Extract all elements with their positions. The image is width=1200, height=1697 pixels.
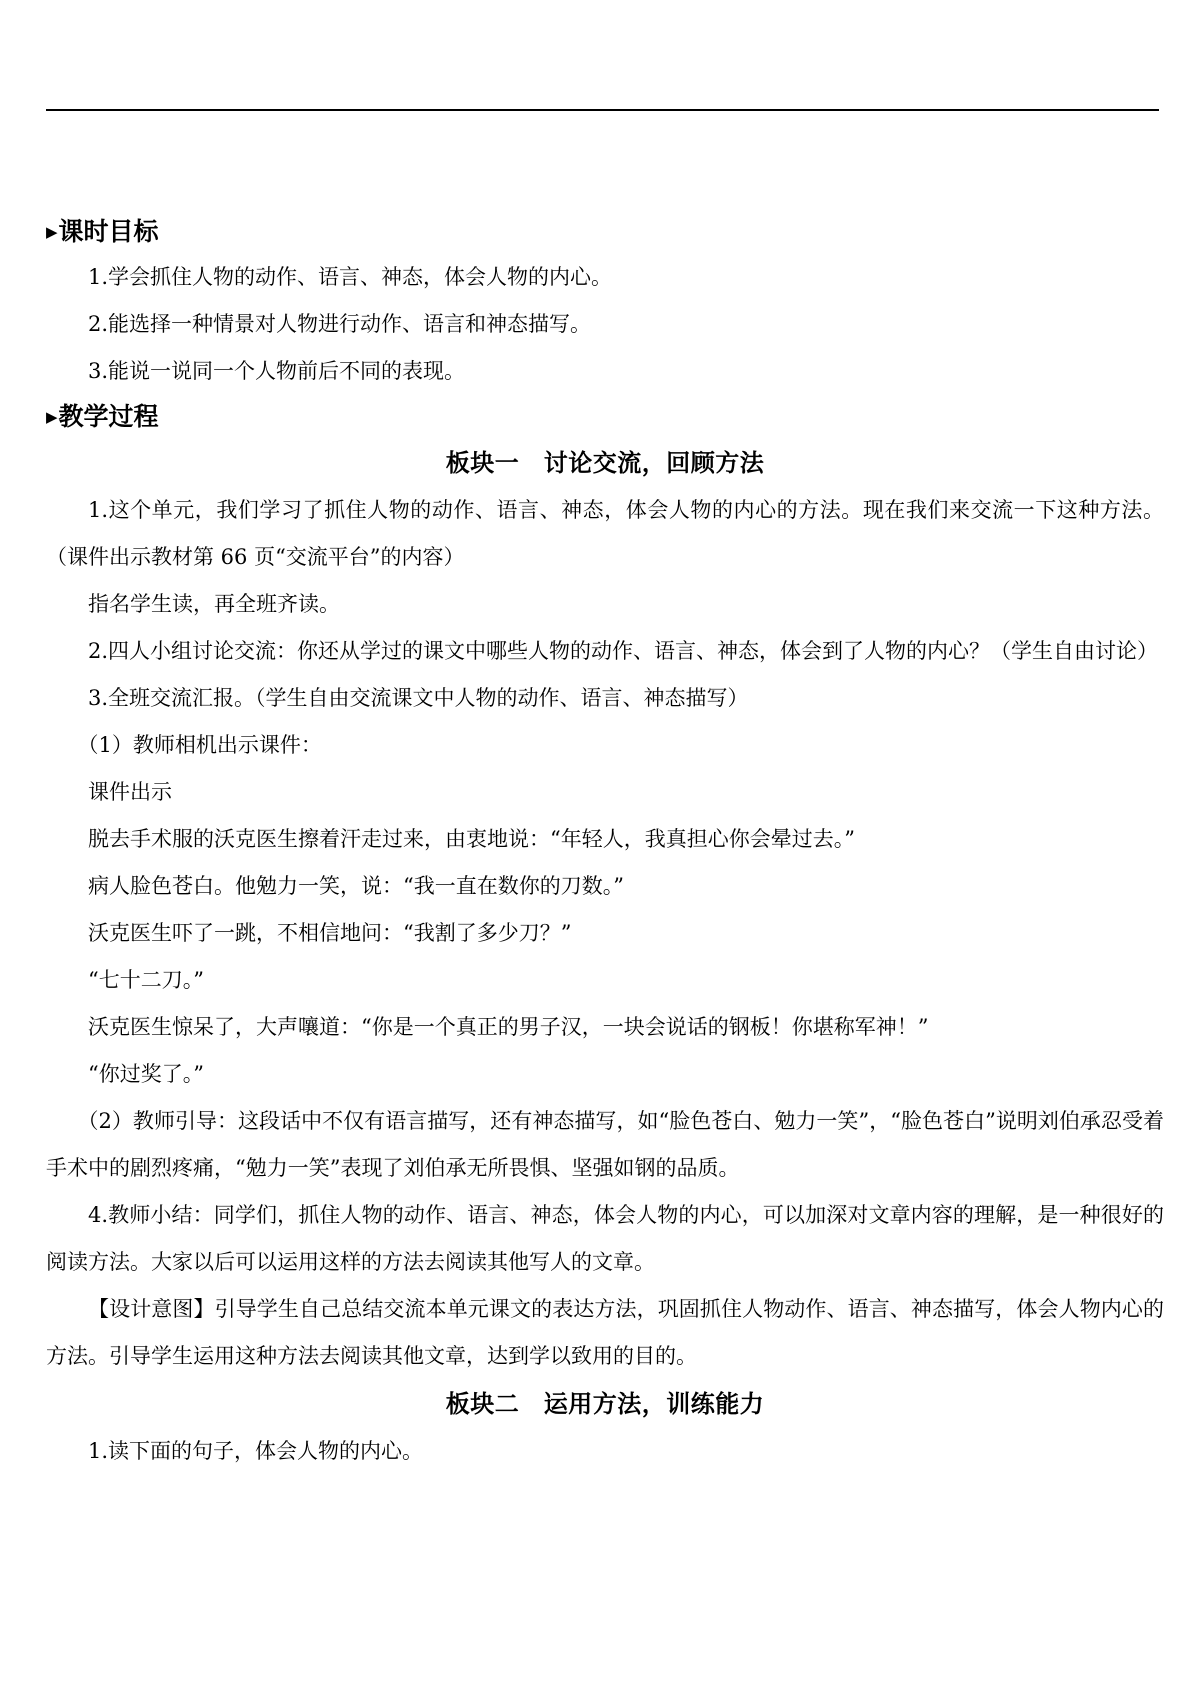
excerpt-line-3: 沃克医生吓了一跳，不相信地问：“我割了多少刀？”: [88, 921, 572, 945]
block-one-paragraph-7: 4.教师小结：同学们，抓住人物的动作、语言、神态，体会人物的内心，可以加深对文章内容的理解，是一种很好的阅读方法。大家以后可以运用这样的方法去阅读其他写人的文章。: [46, 1203, 1164, 1274]
excerpt-line-6: “你过奖了。”: [88, 1062, 204, 1086]
process-heading: [46, 395, 1164, 439]
excerpt-line-4: “七十二刀。”: [88, 968, 204, 992]
excerpt-line-5: 沃克医生惊呆了，大声嚷道：“你是一个真正的男子汉，一块会说话的钢板！你堪称军神！”: [88, 1015, 929, 1039]
block-two-title: 板块二 运用方法，训练能力: [445, 1390, 765, 1418]
courseware-label: 课件出示: [88, 780, 172, 804]
triangle-bullet-icon: ▶: [46, 223, 58, 241]
block-one-paragraph-2: 指名学生读，再全班齐读。: [88, 592, 340, 616]
block-one-paragraph-5: （1）教师相机出示课件：: [77, 733, 322, 757]
objective-item-1: 1.学会抓住人物的动作、语言、神态，体会人物的内心。: [88, 265, 613, 289]
block-two-paragraph-1: 1.读下面的句子，体会人物的内心。: [88, 1439, 424, 1463]
process-heading-text: 教学过程: [58, 402, 159, 431]
block-one-paragraph-3: 2.四人小组讨论交流：你还从学过的课文中哪些人物的动作、语言、神态，体会到了人物的内心？（学生自由讨论）: [88, 639, 1159, 663]
objective-item-3: 3.能说一说同一个人物前后不同的表现。: [88, 359, 466, 383]
block-one-paragraph-4: 3.全班交流汇报。（学生自由交流课文中人物的动作、语言、神态描写）: [88, 686, 749, 710]
design-intent-note: 【设计意图】引导学生自己总结交流本单元课文的表达方法，巩固抓住人物动作、语言、神态描写，体会人物内心的方法。引导学生运用这种方法去阅读其他文章，达到学以致用的目的。: [46, 1297, 1164, 1368]
objectives-heading: [46, 210, 1164, 254]
objective-item-2: 2.能选择一种情景对人物进行动作、语言和神态描写。: [88, 312, 592, 336]
document-body: [46, 210, 1164, 1475]
objectives-heading-text: 课时目标: [58, 217, 159, 246]
block-one-title: 板块一 讨论交流，回顾方法: [445, 449, 765, 477]
triangle-bullet-icon: ▶: [46, 408, 58, 426]
header-rule: [46, 109, 1159, 111]
excerpt-line-1: 脱去手术服的沃克医生擦着汗走过来，由衷地说：“年轻人，我真担心你会晕过去。”: [88, 827, 855, 851]
block-one-paragraph-6: （2）教师引导：这段话中不仅有语言描写，还有神态描写，如“脸色苍白、勉力一笑”，“脸色苍白”说明刘伯承忍受着手术中的剧烈疼痛，“勉力一笑”表现了刘伯承无所畏惧、坚强如钢的品质。: [46, 1109, 1164, 1180]
block-one-paragraph-1: 1.这个单元，我们学习了抓住人物的动作、语言、神态，体会人物的内心的方法。现在我们来交流一下这种方法。（课件出示教材第 66 页“交流平台”的内容）: [46, 498, 1164, 569]
excerpt-line-2: 病人脸色苍白。他勉力一笑，说：“我一直在数你的刀数。”: [88, 874, 624, 898]
